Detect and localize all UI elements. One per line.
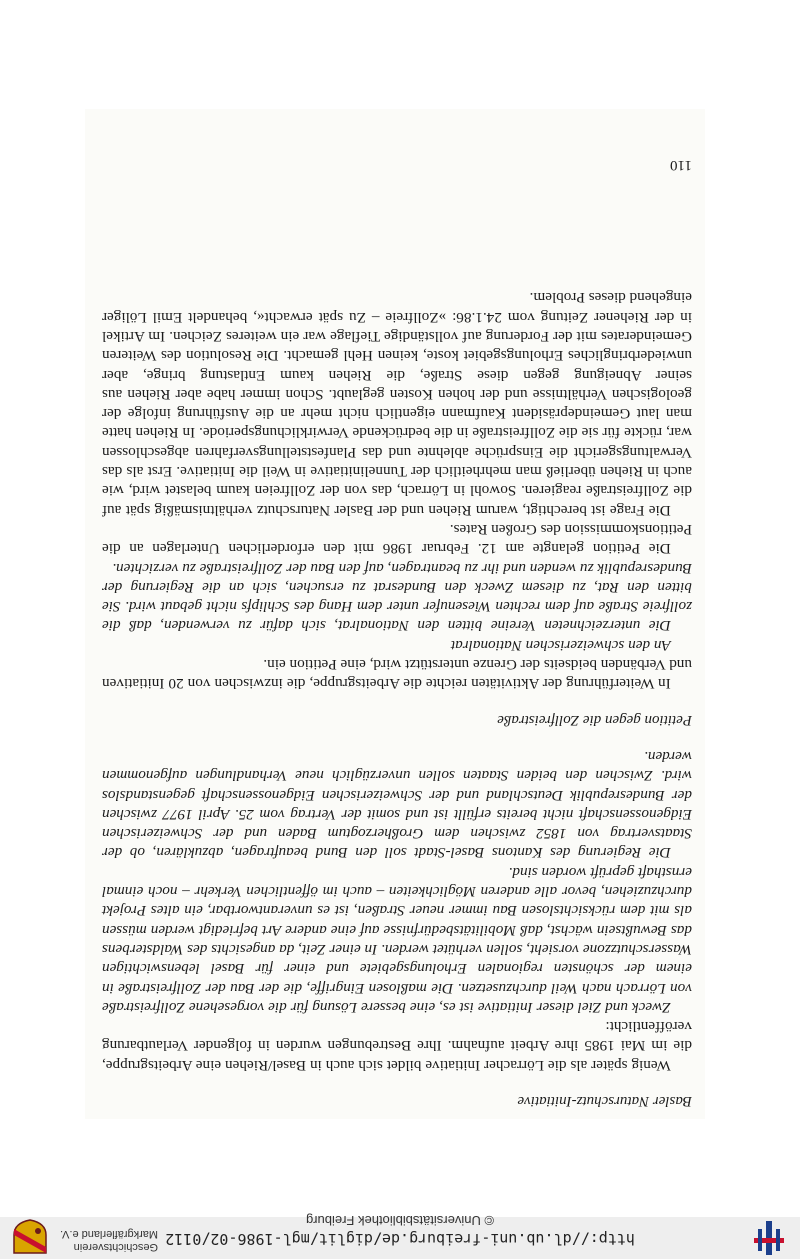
paragraph-petition-intro: In Weiterführung der Aktivitäten reichte die Arbeitsgruppe, die inzwischen von 20 Initiativen und Verbänden beidseits der Grenze unterstützt wird, eine Petition ein. bbox=[102, 656, 692, 693]
section-heading-initiative: Basler Naturschutz-Initiative bbox=[517, 1093, 692, 1109]
paragraph-petition-date: Die Petition gelangte am 12. Februar 1986 mit den erforderlichen Unterlagen an die Petitionskommission des Großen Rates. bbox=[102, 520, 692, 558]
paragraph-intro: Wenig später als die Lörracher Initiative bildet sich auch in Basel/Riehen eine Arbeitsgruppe, die im Mai 1985 ihre Arbeit aufnahm. Ihre Bestrebungen wurden in folgender Verlautbarung veröffentlicht: bbox=[102, 1018, 692, 1074]
copyright-notice: © Universitätsbibliothek Freiburg bbox=[305, 1213, 495, 1228]
society-line-1: Geschichtsverein bbox=[73, 1241, 159, 1253]
society-name bbox=[60, 1227, 158, 1253]
paragraph-petition-text: Die unterzeichneten Vereine bitten den Nationalrat, sich dafür zu verwenden, daß die zollfreie Straße auf dem rechten Wiesenufer unter dem Hang des Schlipfs nicht gebaut wird. Sie bitten den Rat, zu diesem Zweck den Bundesrat zu ersuchen, sich an die Regierung der Bundesrepublik zu wenden und ihr zu beantragen, auf den Bau der Zollfreistraße zu verzichten. bbox=[102, 559, 692, 635]
paragraph-discussion: Die Frage ist berechtigt, warum Riehen und der Basler Naturschutz verhältnismäßig spät auf die Zollfreistraße reagieren. Sowohl in Lörrach, das von der Zollfreien kaum belastet wird, wie auch in Riehen überließ man mehrheitlich der Tunnelinitiative in Weil die Initiative. Erst als das Verwaltungsgericht die Einsprüche ablehnte und das Planfeststellungsverfahren abgeschlossen war, rückte für sie die Zollfreistraße in die bedrückende Verwirklichungsperiode. In Riehen hatte man laut Gemeindepräsident Kaufmann eigentlich nicht mehr an die Ausführung infolge der geologischen Verhältnisse und der hohen Kosten geglaubt. Schon immer habe aber Riehen aus seiner Abneigung gegen diese Straße, die Riehen kaum Entlastung bringe, aber unwiederbringliches Erholungsgebiet koste, keinen Hehl gemacht. Die Resolution des Weiteren Gemeinderates mit der Forderung auf vollständige Tieflage war ein weiteres Zeichen. Im Artikel in der Riehener Zeitung vom 24.1.86: »Zollfreie – Zu spät erwacht«, behandelt Emil Löliger eingehend dieses Problem. bbox=[102, 289, 692, 519]
document-url[interactable]: http://dl.ub.uni-freiburg.de/diglit/mgl-1986-02/0112 bbox=[165, 1230, 635, 1248]
paragraph-statement-1: Zweck und Ziel dieser Initiative ist es, eine bessere Lösung für die vorgesehene Zollfreistraße von Lörrach nach Weil durchzusetzen. Die maßlosen Eingriffe, die der Bau der Zollfreistraße in einem der schönsten regionalen Erholungsgebiete und einer für Basel lebenswichtigen Wasserschutzzone vorsieht, sollen verhütet werden. In einer Zeit, da angesichts des Waldsterbens das Bewußtsein wächst, daß Mobilitätsbedürfnisse auf eine andere Art befriedigt werden müssen als mit dem rücksichtslosen Bau immer neuer Straßen, ist es unverantwortbar, ein altes Projekt durchzuziehen, bevor alle anderen Möglichkeiten – auch im öffentlichen Verkehr – noch einmal ernsthaft geprüft worden sind. bbox=[102, 863, 692, 1016]
section-heading-petition: Petition gegen die Zollfreistraße bbox=[497, 711, 692, 728]
paragraph-addressee: An den schweizerischen Nationalrat bbox=[450, 636, 671, 654]
page-number: 110 bbox=[670, 157, 692, 173]
society-line-2: Markgräflerland e.V. bbox=[60, 1228, 159, 1240]
paragraph-statement-2: Die Regierung des Kantons Basel-Stadt soll den Bund beauftragen, abzuklären, ob der Staatsvertrag von 1852 zwischen dem Großherzogtum Baden und der Schweizerischen Eidgenossenschaft nicht bereits erfüllt ist und somit der Vertrag vom 25. April 1977 zwischen der Bundesrepublik Deutschland und der Schweizerischen Eidgenossenschaft gegenstandslos wird. Zwischen den beiden Staaten sollen unverzüglich neue Verhandlungen aufgenommen werden. bbox=[102, 747, 692, 862]
viewer-header bbox=[0, 1213, 800, 1259]
page-text bbox=[102, 288, 692, 1110]
society-crest-icon bbox=[10, 1219, 50, 1255]
